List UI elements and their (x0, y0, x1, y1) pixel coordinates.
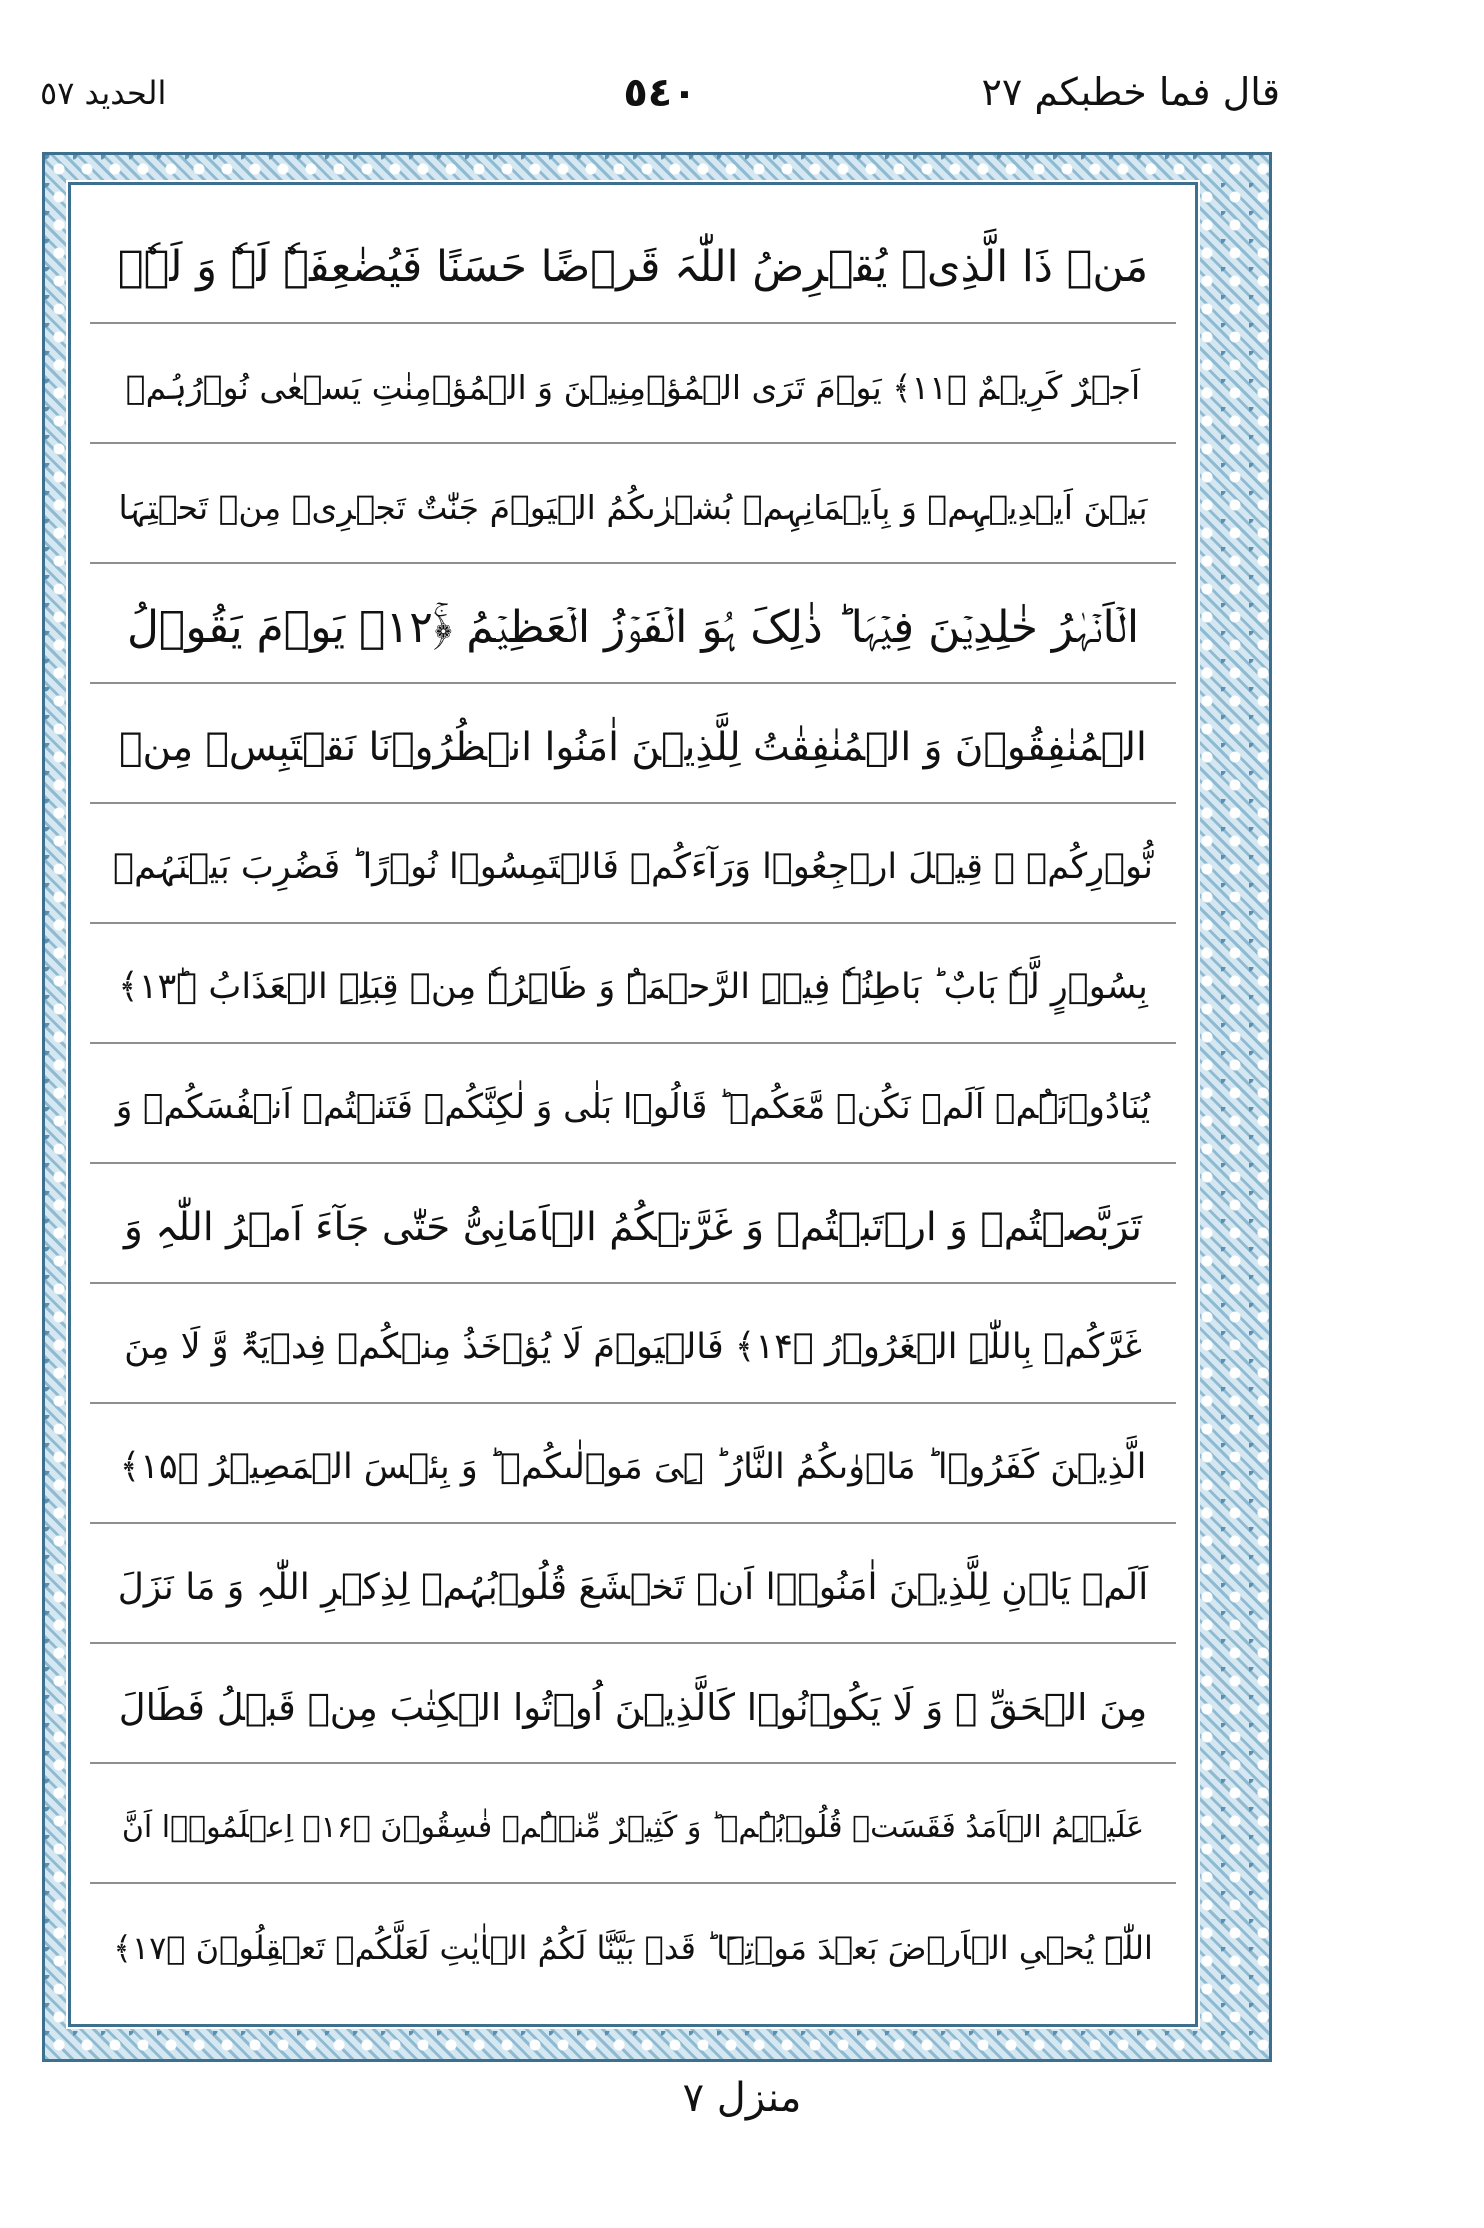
text-line: بِسُوۡرٍ لَّہٗ بَابٌ ؕ بَاطِنُہٗ فِیۡہِ الرَّحۡمَۃُ وَ ظَاہِرُہٗ مِنۡ قِبَلِہِ الۡعَذَابُ ﴿ؕ۱۳﴾ (90, 932, 1176, 1044)
page-number: ٥٤٠ (623, 70, 697, 116)
text-line: یُنَادُوۡنَہُمۡ اَلَمۡ نَکُنۡ مَّعَکُمۡ ؕ قَالُوۡا بَلٰی وَ لٰکِنَّکُمۡ فَتَنۡتُمۡ اَنۡفُسَکُمۡ وَ (90, 1052, 1176, 1164)
quran-text (90, 212, 1176, 2012)
text-line: نُّوۡرِکُمۡ ۚ قِیۡلَ ارۡجِعُوۡا وَرَآءَکُمۡ فَالۡتَمِسُوۡا نُوۡرًا ؕ فَضُرِبَ بَیۡنَہُمۡ (90, 812, 1176, 924)
text-line: اَجۡرٌ کَرِیۡمٌ ﴿۱۱﴾ یَوۡمَ تَرَی الۡمُؤۡمِنِیۡنَ وَ الۡمُؤۡمِنٰتِ یَسۡعٰی نُوۡرُہُمۡ (90, 332, 1176, 444)
manzil-footer: منزل ٧ (682, 2075, 802, 2121)
text-line: تَرَبَّصۡتُمۡ وَ ارۡتَبۡتُمۡ وَ غَرَّتۡکُمُ الۡاَمَانِیُّ حَتّٰی جَآءَ اَمۡرُ اللّٰہِ وَ (90, 1172, 1176, 1284)
text-line: مَنۡ ذَا الَّذِیۡ یُقۡرِضُ اللّٰہَ قَرۡضًا حَسَنًا فَیُضٰعِفَہٗ لَہٗ وَ لَہٗۤ (90, 212, 1176, 324)
juz-title: قال فما خطبكم ٢٧ (981, 70, 1280, 114)
text-line: غَرَّکُمۡ بِاللّٰہِ الۡغَرُوۡرُ ﴿۱۴﴾ فَالۡیَوۡمَ لَا یُؤۡخَذُ مِنۡکُمۡ فِدۡیَۃٌ وَّ لَا مِنَ (90, 1292, 1176, 1404)
text-line: اَلَمۡ یَاۡنِ لِلَّذِیۡنَ اٰمَنُوۡۤا اَنۡ تَخۡشَعَ قُلُوۡبُہُمۡ لِذِکۡرِ اللّٰہِ وَ مَا نَزَلَ (90, 1532, 1176, 1644)
text-line: بَیۡنَ اَیۡدِیۡہِمۡ وَ بِاَیۡمَانِہِمۡ بُشۡرٰىکُمُ الۡیَوۡمَ جَنّٰتٌ تَجۡرِیۡ مِنۡ تَحۡتِہَا (90, 452, 1176, 564)
text-line: مِنَ الۡحَقِّ ۙ وَ لَا یَکُوۡنُوۡا کَالَّذِیۡنَ اُوۡتُوا الۡکِتٰبَ مِنۡ قَبۡلُ فَطَالَ (90, 1652, 1176, 1764)
text-line: عَلَیۡہِمُ الۡاَمَدُ فَقَسَتۡ قُلُوۡبُہُمۡ ؕ وَ کَثِیۡرٌ مِّنۡہُمۡ فٰسِقُوۡنَ ﴿۱۶﴾ اِعۡلَمُوۡۤا اَنَّ (90, 1772, 1176, 1884)
text-line: الۡاَنۡہٰرُ خٰلِدِیۡنَ فِیۡہَا ؕ ذٰلِکَ ہُوَ الۡفَوۡزُ الۡعَظِیۡمُ ﴿ۚ۱۲﴾ یَوۡمَ یَقُوۡلُ (90, 572, 1176, 684)
surah-title: الحديد ٥٧ (40, 74, 167, 112)
page-header (40, 70, 1280, 130)
text-line: الۡمُنٰفِقُوۡنَ وَ الۡمُنٰفِقٰتُ لِلَّذِیۡنَ اٰمَنُوا انۡظُرُوۡنَا نَقۡتَبِسۡ مِنۡ (90, 692, 1176, 804)
text-line: اللّٰہَ یُحۡیِ الۡاَرۡضَ بَعۡدَ مَوۡتِہَا ؕ قَدۡ بَیَّنَّا لَکُمُ الۡاٰیٰتِ لَعَلَّکُمۡ تَعۡقِلُوۡنَ ﴿۱۷﴾ (113, 1929, 1153, 1967)
text-line: الَّذِیۡنَ کَفَرُوۡا ؕ مَاۡوٰىکُمُ النَّارُ ؕ ہِیَ مَوۡلٰىکُمۡ ؕ وَ بِئۡسَ الۡمَصِیۡرُ ﴿۱۵﴾ (90, 1412, 1176, 1524)
